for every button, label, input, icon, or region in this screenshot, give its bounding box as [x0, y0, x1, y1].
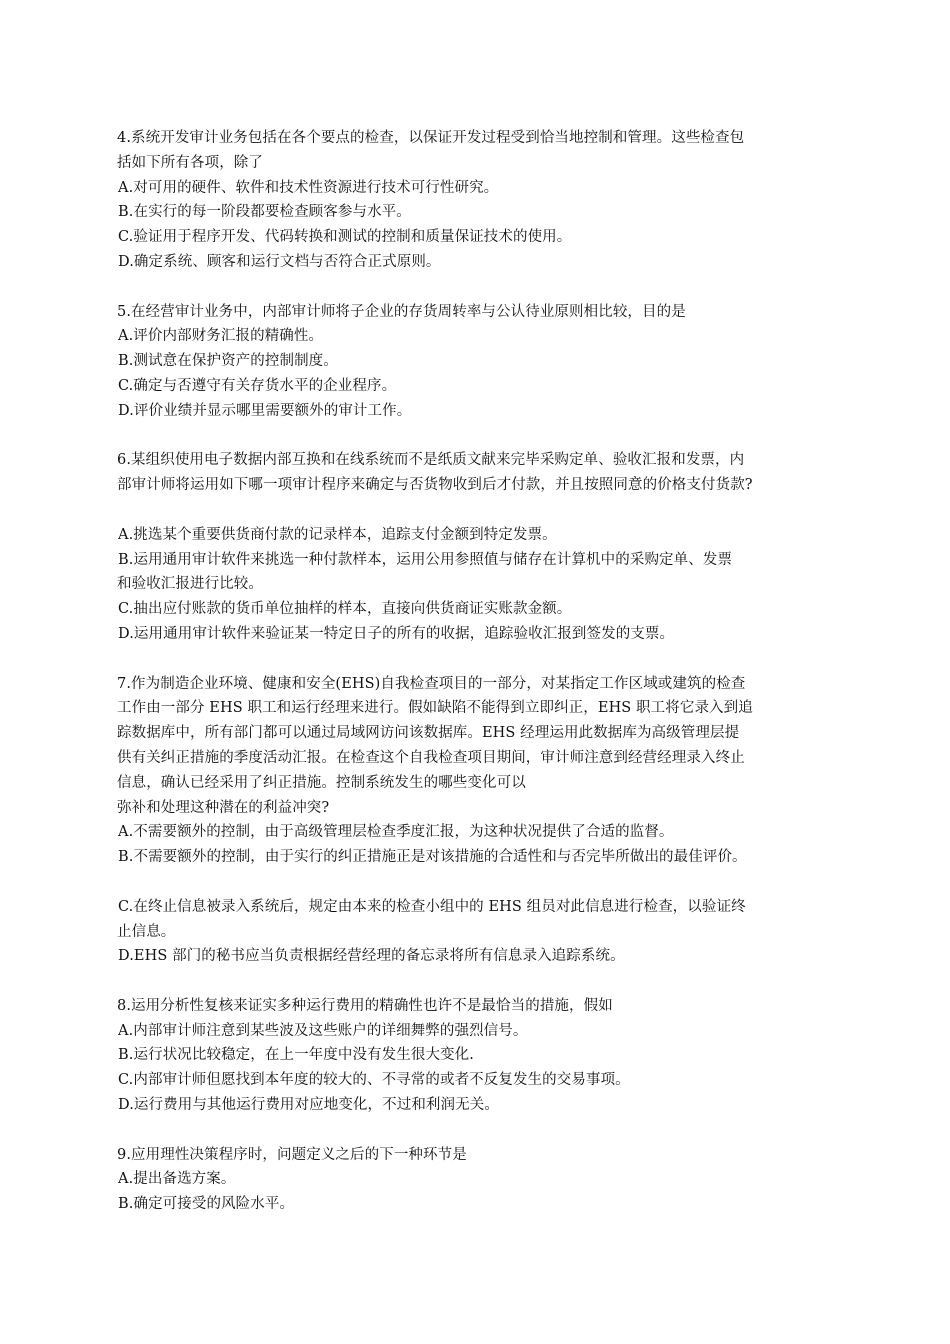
option-a: A.不需要额外的控制，由于高级管理层检查季度汇报，为这种状况提供了合适的监督。 [118, 824, 674, 841]
option-d: D.EHS 部门的秘书应当负责根据经营经理的备忘录将所有信息录入追踪系统。 [118, 948, 625, 965]
question-8 [117, 994, 837, 1118]
option-b: B.运用通用审计软件来挑选一种付款样本，运用公用参照值与储存在计算机中的采购定单、发票 [118, 551, 733, 568]
option-c: C.抽出应付账款的货币单位抽样的样本，直接向供货商证实账款金额。 [118, 601, 572, 618]
option-d: D.评价业绩并显示哪里需要额外的审计工作。 [118, 402, 412, 419]
question-stem-line: 4.系统开发审计业务包括在各个要点的检查，以保证开发过程受到恰当地控制和管理。这些检查包 [117, 130, 745, 146]
option-c-continued: 止信息。 [117, 923, 176, 940]
question-9 [117, 1143, 837, 1217]
question-stem-line: 供有关纠正措施的季度活动汇报。在检查这个自我检查项目期间，审计师注意到经营经理录入终止 [117, 749, 745, 766]
question-stem-line: 弥补和处理这种潜在的利益冲突? [117, 799, 330, 816]
option-a: A.评价内部财务汇报的精确性。 [118, 328, 324, 345]
question-stem-line: 工作由一部分 EHS 职工和运行经理来进行。假如缺陷不能得到立即纠正，EHS 职工将它录入到追 [117, 700, 753, 717]
option-b-continued: 和验收汇报进行比较。 [117, 576, 263, 593]
question-5 [117, 300, 837, 424]
option-b: B.测试意在保护资产的控制制度。 [118, 353, 338, 370]
option-b: B.不需要额外的控制，由于实行的纠正措施正是对该措施的合适性和与否完毕所做出的最佳评价。 [118, 849, 747, 866]
question-stem-line: 8.运用分析性复核来证实多种运行费用的精确性也许不是最恰当的措施，假如 [117, 997, 613, 1014]
option-b: B.运行状况比较稳定，在上一年度中没有发生很大变化. [118, 1047, 474, 1064]
blank-line [117, 870, 837, 895]
question-stem-line: 部审计师将运用如下哪一项审计程序来确定与否货物收到后才付款，并且按照同意的价格支付货款? [117, 477, 753, 494]
option-c: C.在终止信息被录入系统后，规定由本来的检查小组中的 EHS 组员对此信息进行检查，以验证终 [118, 898, 746, 915]
question-4 [117, 126, 837, 275]
document-page [117, 126, 837, 1242]
question-7 [117, 672, 837, 970]
option-b: B.在实行的每一阶段都要检查顾客参与水平。 [118, 204, 411, 221]
option-c: C.确定与否遵守有关存货水平的企业程序。 [118, 377, 397, 394]
question-stem-line: 7.作为制造企业环境、健康和安全(EHS)自我检查项目的一部分，对某指定工作区域或建筑的检查 [117, 675, 746, 692]
question-stem-line: 括如下所有各项，除了 [117, 154, 263, 171]
option-a: A.挑选某个重要供货商付款的记录样本，追踪支付金额到特定发票。 [118, 526, 557, 543]
option-d: D.确定系统、顾客和运行文档与否符合正式原则。 [118, 253, 441, 270]
option-c: C.验证用于程序开发、代码转换和测试的控制和质量保证技术的使用。 [118, 229, 572, 246]
option-d: D.运用通用审计软件来验证某一特定日子的所有的收据，追踪验收汇报到签发的支票。 [118, 625, 675, 642]
question-stem-line: 信息，确认已经采用了纠正措施。控制系统发生的哪些变化可以 [117, 774, 526, 791]
option-a: A.提出备选方案。 [118, 1171, 236, 1188]
option-a: A.内部审计师注意到某些波及这些账户的详细舞弊的强烈信号。 [118, 1022, 528, 1039]
question-6 [117, 448, 837, 646]
option-d: D.运行费用与其他运行费用对应地变化，不过和利润无关。 [118, 1097, 499, 1114]
option-a: A.对可用的硬件、软件和技术性资源进行技术可行性研究。 [118, 179, 499, 196]
question-stem-line: 踪数据库中，所有部门都可以通过局域网访问该数据库。EHS 经理运用此数据库为高级管理层提 [117, 725, 740, 742]
option-b: B.确定可接受的风险水平。 [118, 1196, 295, 1213]
question-stem-line: 6.某组织使用电子数据内部互换和在线系统而不是纸质文献来完毕采购定单、验收汇报和发票，内 [117, 452, 745, 469]
blank-line [117, 498, 837, 523]
question-stem-line: 9.应用理性决策程序时，问题定义之后的下一种环节是 [117, 1146, 467, 1163]
option-c: C.内部审计师但愿找到本年度的较大的、不寻常的或者不反复发生的交易事项。 [118, 1072, 630, 1089]
question-stem-line: 5.在经营审计业务中，内部审计师将子企业的存货周转率与公认待业原则相比较，目的是 [117, 303, 686, 320]
